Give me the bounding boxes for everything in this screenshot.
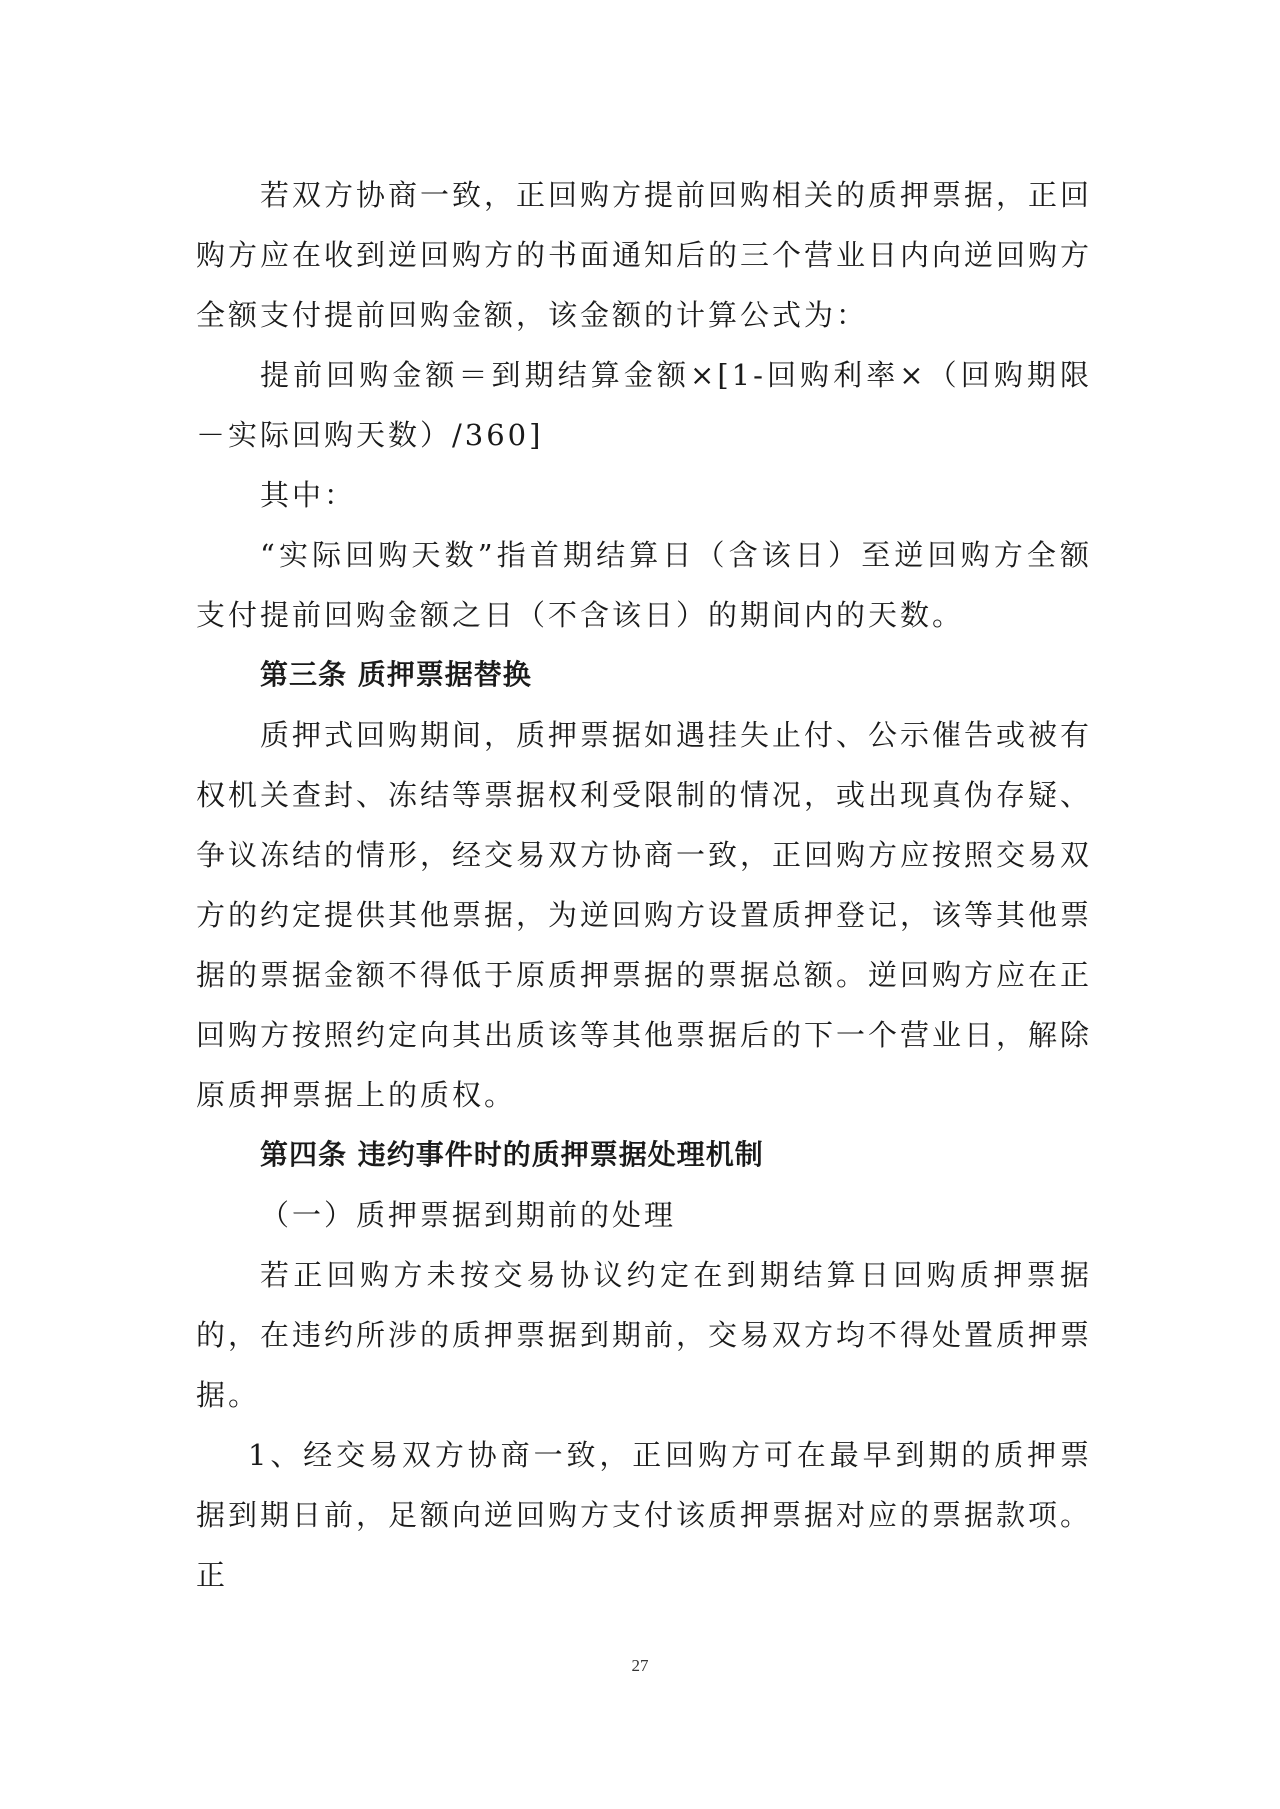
article-4-heading: 第四条 违约事件时的质押票据处理机制 xyxy=(260,1138,764,1171)
paragraph-formula: 提前回购金额＝到期结算金额×[1-回购利率×（回购期限－实际回购天数）/360] xyxy=(196,358,1092,452)
list-item-1: 1、经交易双方协商一致，正回购方可在最早到期的质押票据到期日前，足额向逆回购方支付该质押票据对应的票据款项。正 xyxy=(196,1438,1093,1592)
paragraph-early-repurchase: 若双方协商一致，正回购方提前回购相关的质押票据，正回购方应在收到逆回购方的书面通知后的三个营业日内向逆回购方全额支付提前回购金额，该金额的计算公式为： xyxy=(196,178,1093,332)
paragraph-wherein: 其中： xyxy=(260,478,357,512)
article-3-heading: 第三条 质押票据替换 xyxy=(260,658,532,691)
paragraph-replacement: 质押式回购期间，质押票据如遇挂失止付、公示催告或被有权机关查封、冻结等票据权利受限制的情况，或出现真伪存疑、争议冻结的情形，经交易双方协商一致，正回购方应按照交易双方的约定提供其他票据，为逆回购方设置质押登记，该等其他票据的票据金额不得低于原质押票据的票据总额。逆回购方应在正回购方按照约定向其出质该等其他票据后的下一个营业日，解除原质押票据上的质权。 xyxy=(196,718,1093,1112)
paragraph-default: 若正回购方未按交易协议约定在到期结算日回购质押票据的，在违约所涉的质押票据到期前，交易双方均不得处置质押票据。 xyxy=(196,1258,1093,1412)
body-text xyxy=(196,165,1092,1605)
paragraph-definition: “实际回购天数”指首期结算日（含该日）至逆回购方全额支付提前回购金额之日（不含该日）的期间内的天数。 xyxy=(196,538,1092,632)
page-number: 27 xyxy=(631,1656,649,1675)
section-1-heading: （一）质押票据到期前的处理 xyxy=(260,1198,677,1232)
